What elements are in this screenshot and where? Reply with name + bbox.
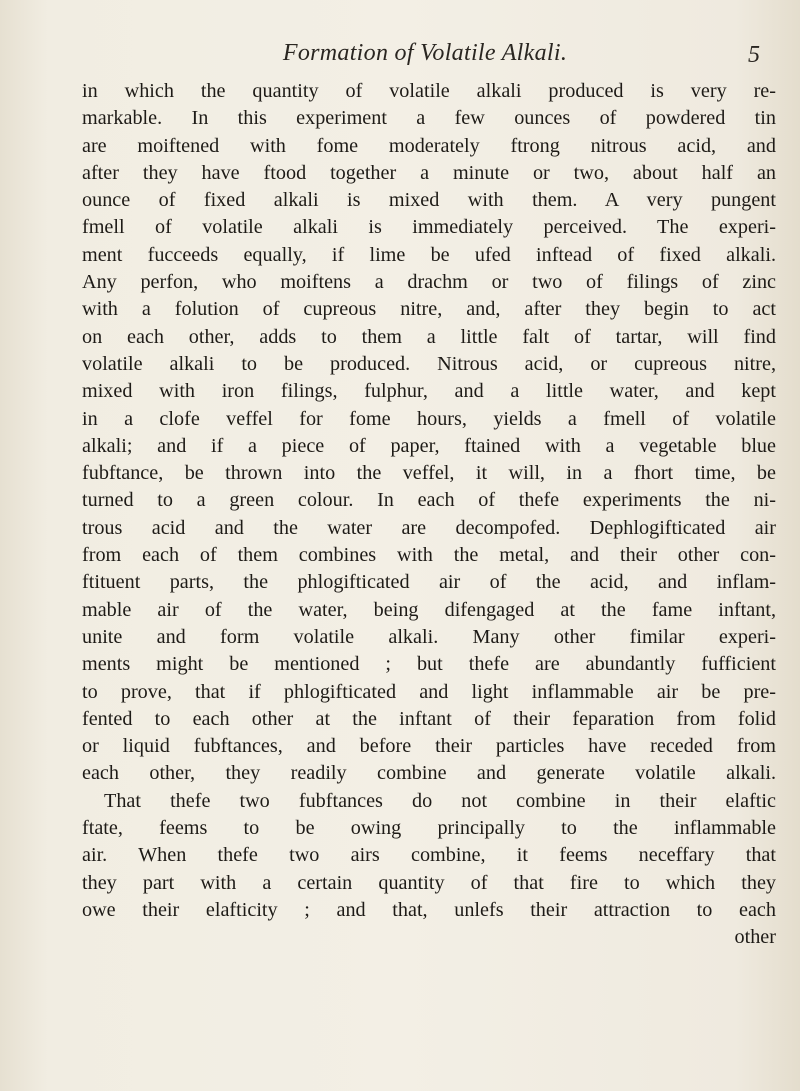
text-line: or liquid fubftances, and before their particles have receded from (82, 735, 776, 758)
text-line: are moiftened with fome moderately ftrong nitrous acid, and (82, 134, 776, 157)
text-line: on each other, adds to them a little falt of tartar, will find (82, 325, 776, 348)
text-line: fubftance, be thrown into the veffel, it will, in a fhort time, be (82, 462, 776, 485)
text-line: mable air of the water, being difengaged at the fame inftant, (82, 598, 776, 621)
text-line: fented to each other at the inftant of their feparation from folid (82, 707, 776, 730)
text-line: trous acid and the water are decompofed. Dephlogifticated air (82, 516, 776, 539)
running-title: Formation of Volatile Alkali. (282, 40, 568, 66)
text-line: mixed with iron filings, fulphur, and a little water, and kept (82, 380, 776, 403)
text-line: with a folution of cupreous nitre, and, after they begin to act (82, 298, 776, 321)
text-line: in a clofe veffel for fome hours, yields a fmell of volatile (82, 407, 776, 430)
catchword: other (734, 926, 776, 949)
body-text (82, 78, 776, 952)
text-line: in which the quantity of volatile alkali produced is very re- (82, 80, 776, 102)
page-number: 5 (748, 42, 760, 68)
text-line: turned to a green colour. In each of thefe experiments the ni- (82, 489, 776, 512)
text-line: each other, they readily combine and generate volatile alkali. (82, 762, 776, 785)
text-line: That thefe two fubftances do not combine in their elaftic (104, 789, 776, 812)
text-line: volatile alkali to be produced. Nitrous acid, or cupreous nitre, (82, 352, 776, 375)
text-line: ftate, feems to be owing principally to the inflammable (82, 817, 776, 840)
text-line: alkali; and if a piece of paper, ftained with a vegetable blue (82, 434, 776, 457)
text-line: fmell of volatile alkali is immediately perceived. The experi- (82, 216, 776, 239)
text-line: they part with a certain quantity of that fire to which they (82, 871, 776, 894)
text-line: after they have ftood together a minute or two, about half an (82, 161, 776, 184)
text-line: Any perfon, who moiftens a drachm or two of filings of zinc (82, 271, 776, 294)
text-line: owe their elafticity ; and that, unlefs their attraction to each (82, 898, 776, 921)
text-line: air. When thefe two airs combine, it feems neceffary that (82, 844, 776, 867)
text-line: unite and form volatile alkali. Many other fimilar experi- (82, 625, 776, 648)
text-line: from each of them combines with the metal, and their other con- (82, 544, 776, 567)
text-line: ounce of fixed alkali is mixed with them. A very pungent (82, 189, 776, 212)
text-line: markable. In this experiment a few ounces of powdered tin (82, 107, 776, 130)
text-line: ment fucceeds equally, if lime be ufed inftead of fixed alkali. (82, 243, 776, 266)
text-line: ments might be mentioned ; but thefe are abundantly fufficient (82, 653, 776, 676)
text-line: ftituent parts, the phlogifticated air of the acid, and inflam- (82, 571, 776, 594)
text-line: to prove, that if phlogifticated and light inflammable air be pre- (82, 680, 776, 703)
page-header (80, 40, 770, 76)
